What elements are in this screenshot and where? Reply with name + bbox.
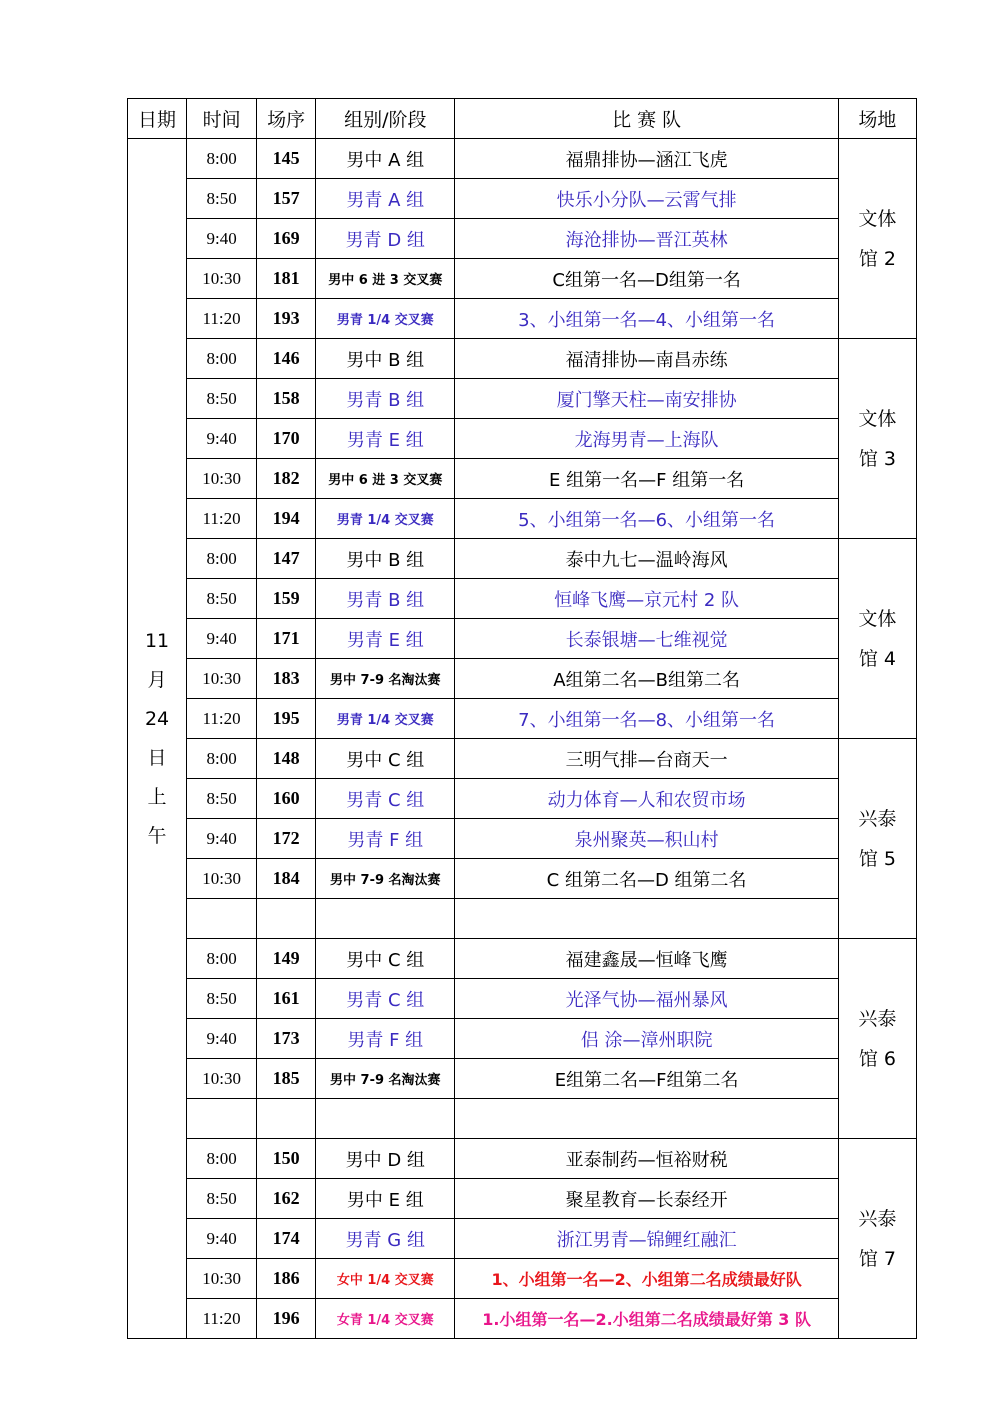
teams-cell: 3、小组第一名—4、小组第一名 — [455, 299, 838, 339]
match-no-cell: 145 — [257, 139, 316, 179]
time-cell: 8:00 — [187, 539, 257, 579]
teams-cell: 泰中九七—温岭海风 — [455, 539, 838, 579]
group-cell: 男青 1/4 交叉赛 — [316, 499, 455, 539]
group-cell: 男中 B 组 — [316, 339, 455, 379]
teams-cell: 侣 涂—漳州职院 — [455, 1019, 838, 1059]
table-row — [128, 1099, 917, 1139]
teams-cell: 泉州聚英—积山村 — [455, 819, 838, 859]
date-char: 午 — [147, 824, 167, 847]
time-cell: 9:40 — [187, 619, 257, 659]
group-cell: 男青 F 组 — [316, 1019, 455, 1059]
time-cell: 8:00 — [187, 1139, 257, 1179]
group-cell: 男青 E 组 — [316, 619, 455, 659]
time-cell — [187, 1099, 257, 1139]
group-cell: 男青 A 组 — [316, 179, 455, 219]
time-cell: 8:50 — [187, 379, 257, 419]
time-cell: 9:40 — [187, 1219, 257, 1259]
teams-cell: 亚泰制药—恒裕财税 — [455, 1139, 838, 1179]
group-cell: 男青 1/4 交叉赛 — [316, 299, 455, 339]
venue-line: 兴泰 — [858, 1207, 897, 1230]
match-no-cell: 149 — [257, 939, 316, 979]
table-row — [128, 259, 917, 299]
match-no-cell: 170 — [257, 419, 316, 459]
match-no-cell: 162 — [257, 1179, 316, 1219]
venue-line: 文体 — [858, 407, 897, 430]
time-cell: 10:30 — [187, 259, 257, 299]
date-char: 11 — [144, 629, 170, 652]
date-char: 上 — [147, 785, 167, 808]
table-row — [128, 739, 917, 779]
match-no-cell: 150 — [257, 1139, 316, 1179]
match-no-cell — [257, 899, 316, 939]
table-row — [128, 1219, 917, 1259]
time-cell: 8:50 — [187, 779, 257, 819]
teams-cell: 福鼎排协—涵江飞虎 — [455, 139, 838, 179]
match-no-cell: 195 — [257, 699, 316, 739]
table-row — [128, 539, 917, 579]
venue-cell — [838, 139, 916, 339]
match-no-cell: 158 — [257, 379, 316, 419]
table-row — [128, 1059, 917, 1099]
header-date: 日期 — [128, 99, 187, 139]
match-no-cell: 185 — [257, 1059, 316, 1099]
venue-line: 兴泰 — [858, 1007, 897, 1030]
table-row — [128, 779, 917, 819]
group-cell: 男中 C 组 — [316, 739, 455, 779]
teams-cell: 快乐小分队—云霄气排 — [455, 179, 838, 219]
match-no-cell: 186 — [257, 1259, 316, 1299]
time-cell: 10:30 — [187, 859, 257, 899]
table-row — [128, 979, 917, 1019]
venue-line: 馆 2 — [858, 247, 896, 270]
group-cell: 男青 G 组 — [316, 1219, 455, 1259]
match-no-cell: 169 — [257, 219, 316, 259]
match-no-cell: 182 — [257, 459, 316, 499]
venue-cell — [838, 739, 916, 939]
teams-cell: 1.小组第一名—2.小组第二名成绩最好第 3 队 — [455, 1299, 838, 1339]
time-cell: 10:30 — [187, 659, 257, 699]
teams-cell: A组第二名—B组第二名 — [455, 659, 838, 699]
time-cell: 8:00 — [187, 339, 257, 379]
table-row — [128, 219, 917, 259]
match-no-cell: 161 — [257, 979, 316, 1019]
table-row — [128, 859, 917, 899]
date-cell — [128, 139, 187, 1339]
venue-line: 文体 — [858, 607, 897, 630]
match-no-cell: 174 — [257, 1219, 316, 1259]
teams-cell: 海沧排协—晋江英林 — [455, 219, 838, 259]
time-cell: 11:20 — [187, 699, 257, 739]
venue-cell — [838, 539, 916, 739]
table-row — [128, 1019, 917, 1059]
group-cell: 男中 7-9 名淘汰赛 — [316, 859, 455, 899]
teams-cell: 7、小组第一名—8、小组第一名 — [455, 699, 838, 739]
date-char: 日 — [147, 746, 167, 769]
venue-cell — [838, 339, 916, 539]
group-cell: 男青 E 组 — [316, 419, 455, 459]
match-no-cell: 172 — [257, 819, 316, 859]
table-row — [128, 299, 917, 339]
teams-cell: 三明气排—台商天一 — [455, 739, 838, 779]
match-no-cell: 183 — [257, 659, 316, 699]
match-no-cell: 159 — [257, 579, 316, 619]
time-cell: 8:50 — [187, 579, 257, 619]
date-char: 月 — [147, 668, 167, 691]
table-row — [128, 459, 917, 499]
venue-line: 兴泰 — [858, 807, 897, 830]
table-row — [128, 579, 917, 619]
header-match-no: 场序 — [257, 99, 316, 139]
group-cell — [316, 899, 455, 939]
group-cell: 男中 A 组 — [316, 139, 455, 179]
group-cell: 男青 B 组 — [316, 579, 455, 619]
venue-line: 馆 6 — [858, 1047, 896, 1070]
group-cell: 男中 C 组 — [316, 939, 455, 979]
teams-cell: 长泰银塘—七维视觉 — [455, 619, 838, 659]
teams-cell: E组第二名—F组第二名 — [455, 1059, 838, 1099]
teams-cell: 龙海男青—上海队 — [455, 419, 838, 459]
match-no-cell: 171 — [257, 619, 316, 659]
table-row — [128, 339, 917, 379]
group-cell: 男中 6 进 3 交叉赛 — [316, 259, 455, 299]
time-cell: 8:00 — [187, 739, 257, 779]
time-cell: 8:00 — [187, 139, 257, 179]
table-row — [128, 1139, 917, 1179]
teams-cell: 5、小组第一名—6、小组第一名 — [455, 499, 838, 539]
match-no-cell: 184 — [257, 859, 316, 899]
header-time: 时间 — [187, 99, 257, 139]
time-cell: 8:50 — [187, 979, 257, 1019]
time-cell: 9:40 — [187, 219, 257, 259]
time-cell: 9:40 — [187, 819, 257, 859]
group-cell — [316, 1099, 455, 1139]
teams-cell: 光泽气协—福州暴风 — [455, 979, 838, 1019]
teams-cell — [455, 899, 838, 939]
table-row — [128, 139, 917, 179]
match-no-cell: 173 — [257, 1019, 316, 1059]
match-no-cell — [257, 1099, 316, 1139]
teams-cell — [455, 1099, 838, 1139]
table-row — [128, 619, 917, 659]
table-row — [128, 699, 917, 739]
venue-line: 馆 3 — [858, 447, 896, 470]
time-cell: 11:20 — [187, 1299, 257, 1339]
teams-cell: 厦门擎天柱—南安排协 — [455, 379, 838, 419]
teams-cell: 浙江男青—锦鲤红融汇 — [455, 1219, 838, 1259]
venue-cell — [838, 939, 916, 1139]
table-row — [128, 899, 917, 939]
date-char: 24 — [144, 707, 170, 730]
venue-cell — [838, 1139, 916, 1339]
teams-cell: E 组第一名—F 组第一名 — [455, 459, 838, 499]
table-row — [128, 939, 917, 979]
group-cell: 男中 D 组 — [316, 1139, 455, 1179]
group-cell: 女青 1/4 交叉赛 — [316, 1299, 455, 1339]
group-cell: 男中 E 组 — [316, 1179, 455, 1219]
time-cell: 11:20 — [187, 299, 257, 339]
group-cell: 男青 F 组 — [316, 819, 455, 859]
time-cell: 8:50 — [187, 1179, 257, 1219]
match-no-cell: 193 — [257, 299, 316, 339]
group-cell: 男青 C 组 — [316, 779, 455, 819]
match-no-cell: 157 — [257, 179, 316, 219]
teams-cell: 恒峰飞鹰—京元村 2 队 — [455, 579, 838, 619]
match-no-cell: 160 — [257, 779, 316, 819]
group-cell: 男中 7-9 名淘汰赛 — [316, 1059, 455, 1099]
time-cell: 9:40 — [187, 419, 257, 459]
time-cell: 10:30 — [187, 459, 257, 499]
teams-cell: C 组第二名—D 组第二名 — [455, 859, 838, 899]
header-teams: 比 赛 队 — [455, 99, 838, 139]
match-no-cell: 146 — [257, 339, 316, 379]
header-venue: 场地 — [838, 99, 916, 139]
table-row — [128, 419, 917, 459]
header-row — [128, 99, 917, 139]
match-no-cell: 148 — [257, 739, 316, 779]
time-cell: 11:20 — [187, 499, 257, 539]
match-no-cell: 196 — [257, 1299, 316, 1339]
time-cell: 9:40 — [187, 1019, 257, 1059]
schedule-body — [128, 139, 917, 1339]
time-cell: 8:00 — [187, 939, 257, 979]
table-row — [128, 379, 917, 419]
venue-line: 文体 — [858, 207, 897, 230]
table-row — [128, 499, 917, 539]
schedule-table — [127, 98, 917, 1339]
group-cell: 男青 C 组 — [316, 979, 455, 1019]
time-cell: 8:50 — [187, 179, 257, 219]
table-row — [128, 1179, 917, 1219]
table-row — [128, 1299, 917, 1339]
table-row — [128, 819, 917, 859]
table-row — [128, 1259, 917, 1299]
teams-cell: 动力体育—人和农贸市场 — [455, 779, 838, 819]
table-row — [128, 179, 917, 219]
group-cell: 男中 7-9 名淘汰赛 — [316, 659, 455, 699]
teams-cell: 福建鑫晟—恒峰飞鹰 — [455, 939, 838, 979]
match-no-cell: 194 — [257, 499, 316, 539]
teams-cell: C组第一名—D组第一名 — [455, 259, 838, 299]
header-group: 组别/阶段 — [316, 99, 455, 139]
group-cell: 男中 6 进 3 交叉赛 — [316, 459, 455, 499]
group-cell: 女中 1/4 交叉赛 — [316, 1259, 455, 1299]
group-cell: 男青 D 组 — [316, 219, 455, 259]
venue-line: 馆 7 — [858, 1247, 896, 1270]
teams-cell: 1、小组第一名—2、小组第二名成绩最好队 — [455, 1259, 838, 1299]
venue-line: 馆 5 — [858, 847, 896, 870]
match-no-cell: 181 — [257, 259, 316, 299]
teams-cell: 福清排协—南昌赤练 — [455, 339, 838, 379]
time-cell: 10:30 — [187, 1259, 257, 1299]
match-no-cell: 147 — [257, 539, 316, 579]
time-cell: 10:30 — [187, 1059, 257, 1099]
group-cell: 男青 1/4 交叉赛 — [316, 699, 455, 739]
venue-line: 馆 4 — [858, 647, 896, 670]
time-cell — [187, 899, 257, 939]
teams-cell: 聚星教育—长泰经开 — [455, 1179, 838, 1219]
group-cell: 男青 B 组 — [316, 379, 455, 419]
group-cell: 男中 B 组 — [316, 539, 455, 579]
table-row — [128, 659, 917, 699]
